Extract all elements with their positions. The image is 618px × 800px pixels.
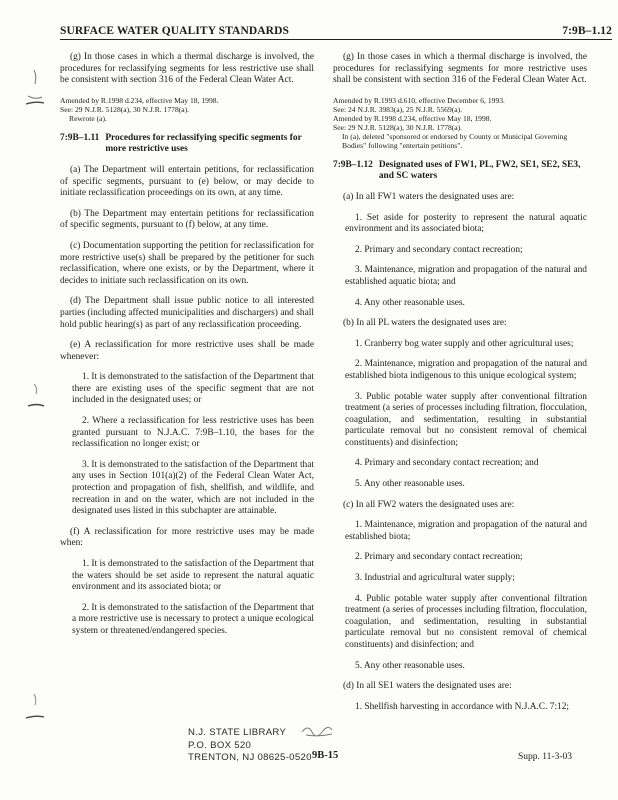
stamp-line: TRENTON, NJ 08625-0520 xyxy=(188,752,312,763)
paragraph-f: (f) A reclassification for more restrictive uses may be made when: xyxy=(60,526,314,549)
list-item: 2. It is demonstrated to the satisfaction of the Department that a more restrictive use is necessary to protect a unique ecological system or threatened/endangered species. xyxy=(72,602,314,636)
list-item: 1. Set aside for posterity to represent the natural aquatic environment and its associated biota; xyxy=(345,212,587,235)
paragraph-d: (d) The Department shall issue public notice to all interested parties (including affected municipalities and dischargers) and shall hold public hearing(s) as part of any reclassification proceeding. xyxy=(60,296,314,330)
list-item: 1. Shellfish harvesting in accordance with N.J.A.C. 7:12; xyxy=(355,701,570,712)
section-heading xyxy=(333,160,587,183)
note-line: Amended by R.1998 d.234, effective May 18, 1998. xyxy=(333,113,492,123)
supplement-date: Supp. 11-3-03 xyxy=(518,752,573,762)
list-item: 3. Public potable water supply after conventional filtration treatment (a series of processes including filtration, flocculation, coagulation, and sedimentation, resulting in substantial particulate removal but no consistent removal of chemical constituents) and disinfection; xyxy=(345,391,587,448)
note-line: See: 29 N.J.R. 5128(a), 30 N.J.R. 1778(a). xyxy=(60,104,190,114)
paragraph-d: (d) In all SE1 waters the designated uses are: xyxy=(343,681,512,692)
list-item: 2. Maintenance, migration and propagation of the natural and established biota indigenous to this unique ecological system; xyxy=(345,359,587,381)
margin-mark-icon xyxy=(22,66,48,108)
list-item: 2. Primary and secondary contact recreation; xyxy=(355,552,523,563)
note-line: Amended by R.1993 d.610, effective December 6, 1993. xyxy=(333,95,505,105)
paragraph-b: (b) In all PL waters the designated uses are: xyxy=(343,318,507,329)
list-item: 4. Any other reasonable uses. xyxy=(355,297,465,308)
paragraph-g: (g) In those cases in which a thermal discharge is involved, the procedures for reclassifying segments for more restrictive uses shall be consistent with section 316 of the Federal Clean Water Act. xyxy=(333,52,587,86)
page-number: 9B-15 xyxy=(312,750,339,761)
paragraph-c: (c) Documentation supporting the petition for reclassification for more restrictive use(s) shall be prepared by the petitioner for such reclassification, where one exists, or by the Department, where it decides to initiate such reclassification on its own. xyxy=(60,240,314,286)
list-item: 1. It is demonstrated to the satisfaction of the Department that the waters should be set aside to represent the natural aquatic environment and its associated biota; or xyxy=(72,559,314,593)
note-line: In (a), deleted "sponsored or endorsed by County or Municipal Governing Bodies" following "entertain petitions". xyxy=(342,131,568,150)
header-title: SURFACE WATER QUALITY STANDARDS xyxy=(60,25,289,37)
margin-mark-icon xyxy=(22,690,48,726)
stamp-line: P.O. BOX 520 xyxy=(188,739,252,751)
paragraph-g: (g) In those cases in which a thermal discharge is involved, the procedures for reclassifying segments for less restrictive use shall be consistent with section 316 of the Federal Clean Water Act. xyxy=(60,52,314,86)
history-note xyxy=(60,96,314,123)
list-item: 3. Industrial and agricultural water supply; xyxy=(355,573,515,584)
list-item: 3. Maintenance, migration and propagation of the natural and established aquatic biota; and xyxy=(345,265,587,287)
list-item: 4. Primary and secondary contact recreation; and xyxy=(355,458,539,469)
note-line: See: 24 N.J.R. 3983(a), 25 N.J.R. 5569(a). xyxy=(333,104,463,114)
section-number: 7:9B–1.11 xyxy=(60,132,100,143)
list-item: 1. Cranberry bog water supply and other agricultural uses; xyxy=(355,338,574,349)
list-item: 2. Where a reclassification for less restrictive uses has been granted pursuant to N.J.A.C. 7:9B–1.10, the bases for the reclassification no longer exist; or xyxy=(72,416,314,450)
section-title: Designated uses of FW1, PL, FW2, SE1, SE2, SE3, and SC waters xyxy=(378,159,581,182)
paragraph-e: (e) A reclassification for more restrictive uses shall be made whenever: xyxy=(60,340,314,362)
list-item: 1. It is demonstrated to the satisfaction of the Department that there are existing uses of the specific segment that are not included in the designated uses; or xyxy=(72,372,314,406)
paragraph-a: (a) The Department will entertain petitions, for reclassification of specific segments, pursuant to (e) below, or may decide to initiate reclassification proceedings on its own, at any time. xyxy=(60,164,314,199)
stamp-line: N.J. STATE LIBRARY xyxy=(188,727,287,738)
list-item: 4. Public potable water supply after conventional filtration treatment (a series of processes including filtration, flocculation, coagulation, and sedimentation, resulting in substantial particulate removal but no consistent removal of chemical constituents) and disinfection; and xyxy=(345,593,587,650)
paragraph-b: (b) The Department may entertain petitions for reclassification of specific segments, pursuant to (f) below, at any time. xyxy=(60,208,314,231)
right-column xyxy=(333,52,587,722)
running-header xyxy=(60,22,612,40)
section-heading xyxy=(60,133,314,156)
section-number: 7:9B–1.12 xyxy=(333,159,373,170)
history-note xyxy=(333,96,587,150)
note-line: Rewrote (a). xyxy=(69,113,107,123)
list-item: 1. Maintenance, migration and propagation of the natural and established biota; xyxy=(345,520,587,542)
list-item: 5. Any other reasonable uses. xyxy=(355,479,465,490)
list-item: 5. Any other reasonable uses. xyxy=(355,660,465,671)
library-stamp xyxy=(188,727,312,765)
paragraph-c: (c) In all FW2 waters the designated uses are: xyxy=(343,499,515,510)
list-item: 2. Primary and secondary contact recreation; xyxy=(355,244,523,255)
section-title: Procedures for reclassifying specific segments for more restrictive uses xyxy=(105,132,302,155)
header-section-number: 7:9B–1.12 xyxy=(562,25,612,37)
left-column xyxy=(60,52,314,647)
note-line: Amended by R.1998 d.234, effective May 18, 1998. xyxy=(60,95,219,105)
paragraph-a: (a) In all FW1 waters the designated uses are: xyxy=(343,191,515,202)
list-item: 3. It is demonstrated to the satisfaction of the Department that any uses in Section 101(a)(2) of the Federal Clean Water Act, protection and propagation of fish, shellfish, and wildlife, and recreation in and on the water, which are not included in the designated uses listed in this subchapter are attainable. xyxy=(72,459,314,517)
note-line: See: 29 N.J.R. 5128(a), 30 N.J.R. 1778(a). xyxy=(333,122,463,132)
signature-scribble-icon xyxy=(300,722,340,738)
margin-mark-icon xyxy=(24,380,48,414)
